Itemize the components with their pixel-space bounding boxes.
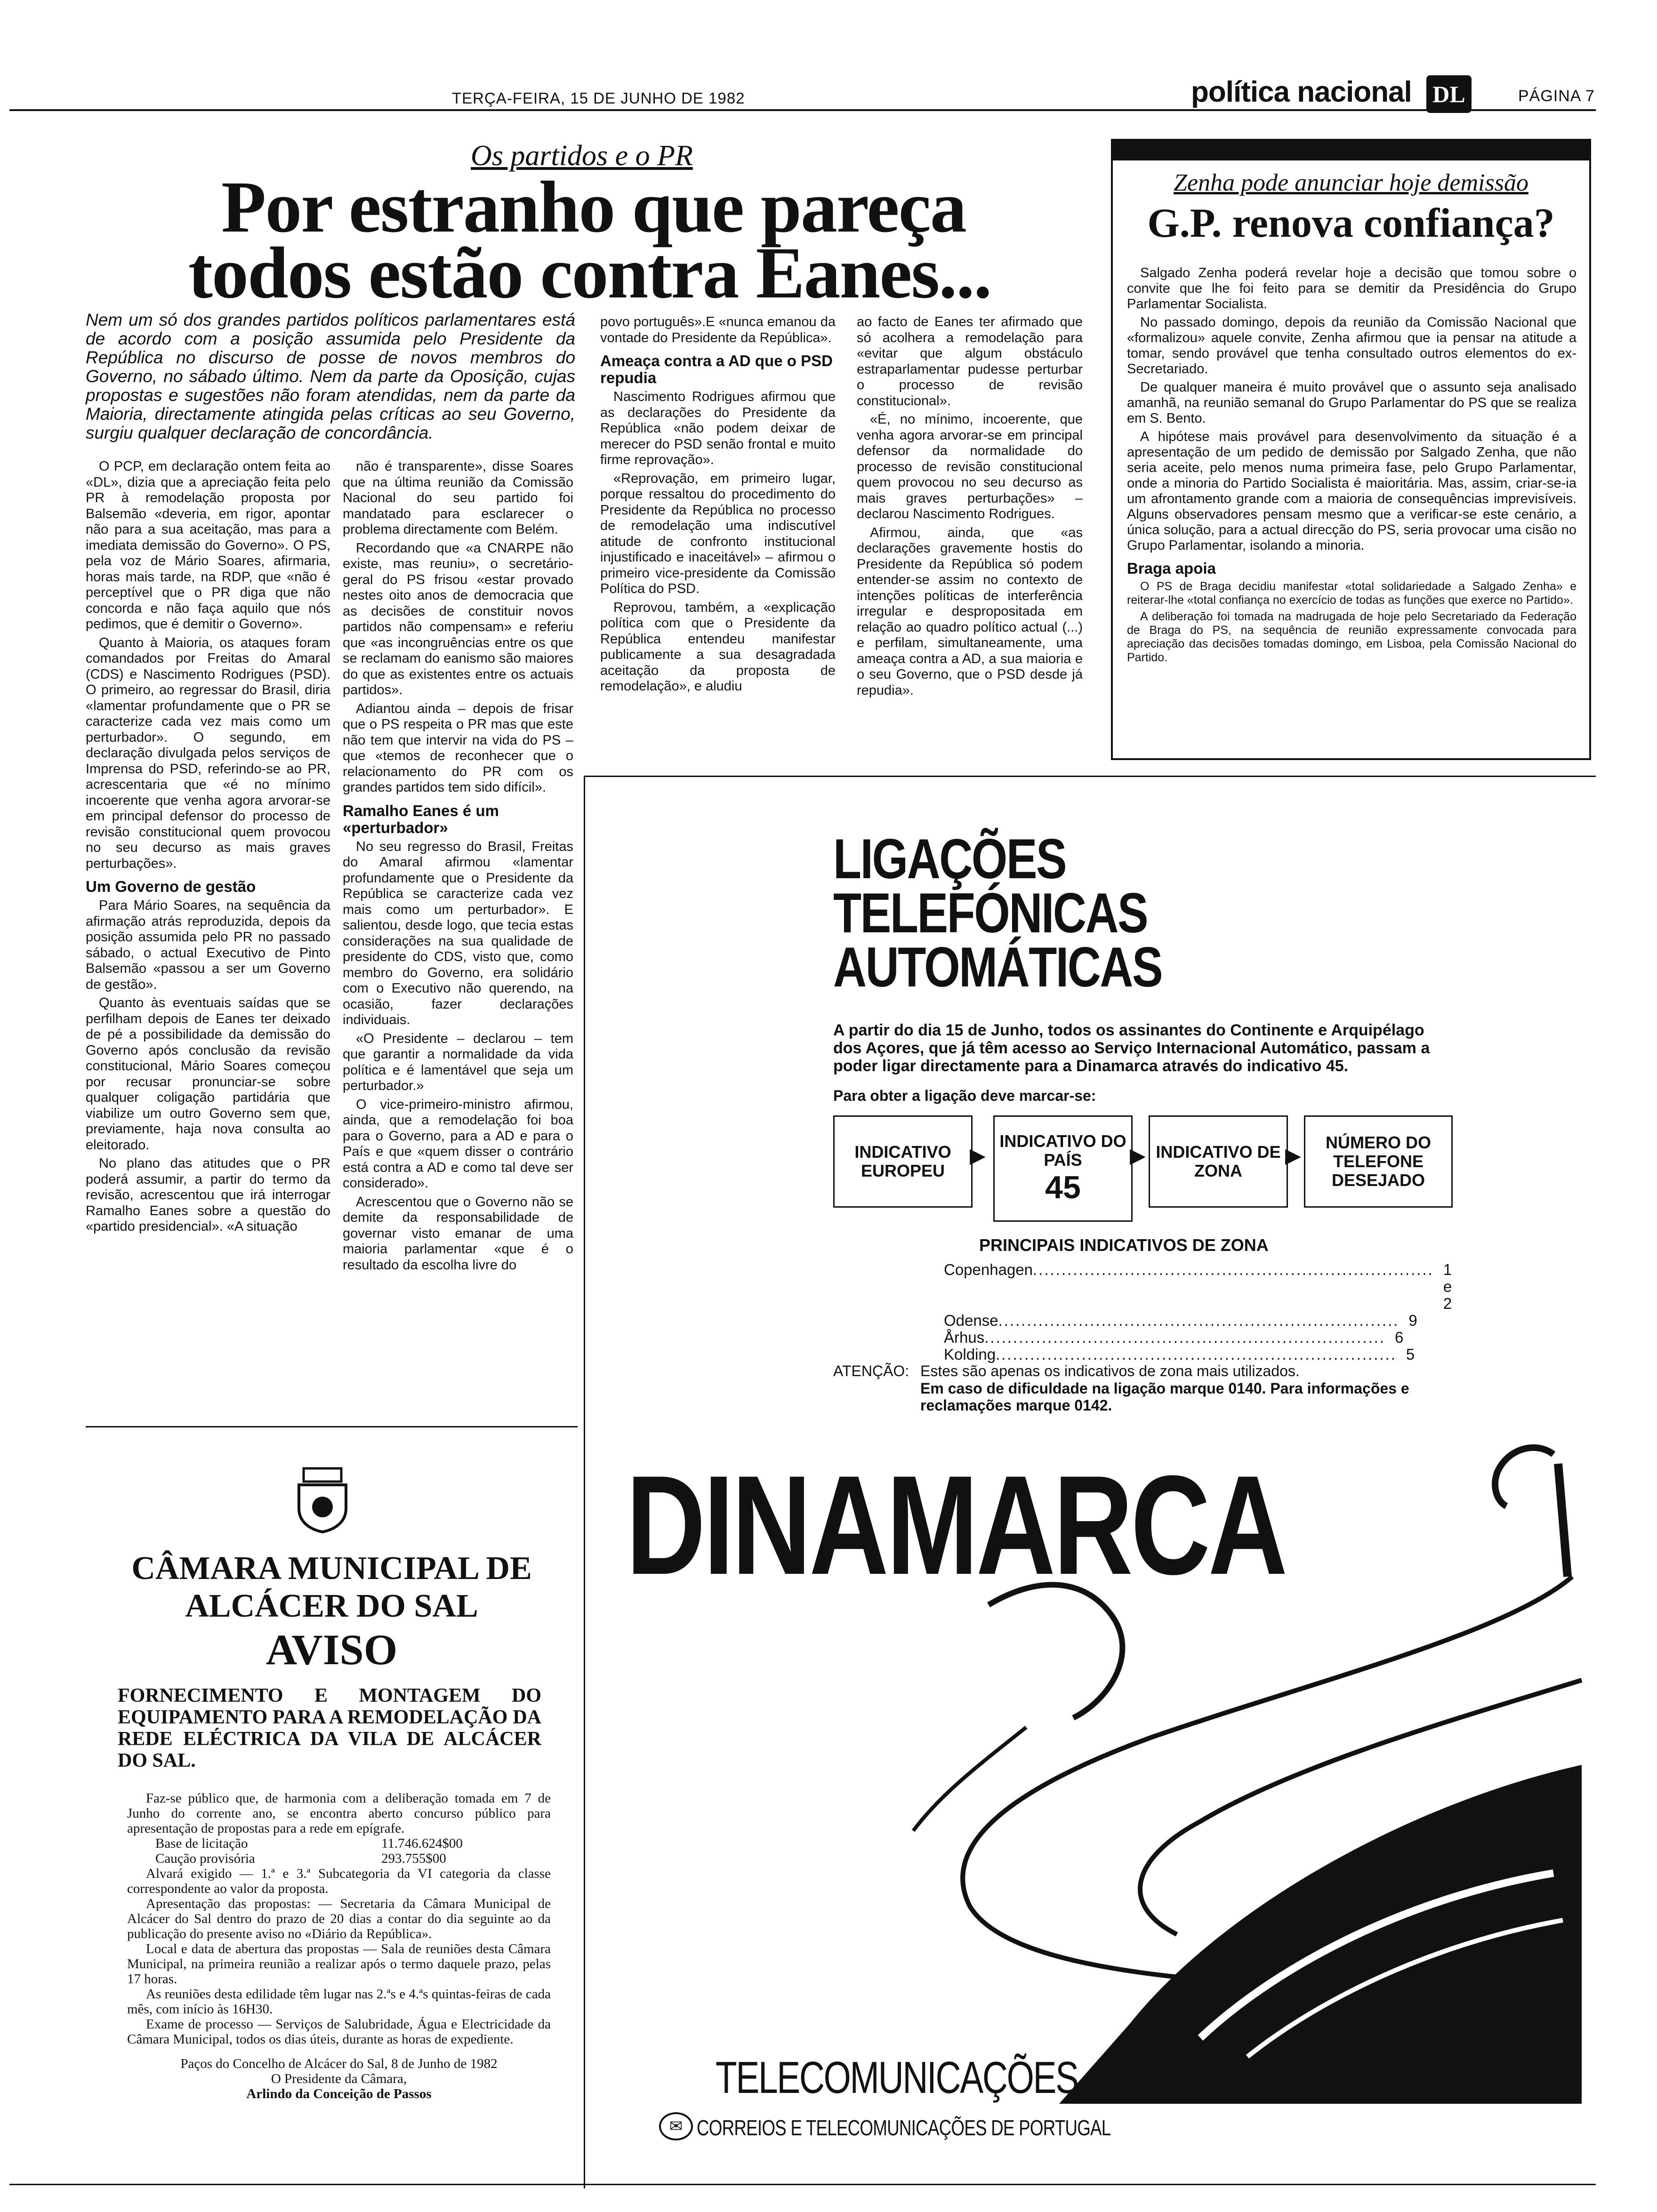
paragraph: não é transparente», disse Soares que na última reunião da Comissão Nacional do seu partido foi mandatado para esclarecer o problema directamente com Belém.	[343, 459, 573, 537]
brand-name: TELECOMUNICAÇÕES	[716, 2052, 1078, 2103]
header-rule	[9, 109, 1596, 111]
ad-title-3: AUTOMÁTICAS	[833, 936, 1162, 999]
atencao-text-1: Estes são apenas os indicativos de zona mais utilizados.	[920, 1362, 1300, 1379]
badge-text: DL	[1432, 81, 1465, 107]
ad-title-2: TELEFÓNICAS	[833, 882, 1148, 945]
chevron-right-icon: ▶	[1285, 1144, 1301, 1167]
zone-name: Odense	[944, 1312, 998, 1329]
notice-paragraph: Exame de processo — Serviços de Salubridade, Água e Electricidade da Câmara Municipal, todos os dias úteis, durante as horas de expediente.	[127, 2017, 551, 2047]
zone-row	[944, 1329, 1404, 1346]
paragraph: A hipótese mais provável para desenvolvimento da situação é a apresentação de um pedido de demissão por Salgado Zenha, que não seria aceite, pelo menos numa primeira fase, pelo Grupo Parlamentar, onde a minoria do Partido Socialista é maioritária. Mas, assim, criar-se-ia um afrontamento grande com a maioria de consequências imprevisíveis. Alguns observadores pensam mesmo que a verificar-se este cenário, a única solução, para a actual direcção do PS, seria provocar uma cisão no Grupo Parlamentar, isolando a minoria.	[1127, 429, 1577, 553]
atencao-text-2: Em caso de dificuldade na ligação marque 0140. Para informações e reclamações marque 0142.	[920, 1380, 1409, 1414]
zone-code: 6	[1395, 1329, 1404, 1346]
main-column-3	[600, 314, 836, 697]
paragraph: Quanto às eventuais saídas que se perfilham depois de Eanes ter deixado de pé a possibilidade da demissão do Governo após conclusão da revisão constitucional, Mário Soares começou por recusar pronunciar-se sobre qualquer coligação partidária que viabilize um outro Governo sem que, previamente, haja nova consulta ao eleitorado.	[86, 995, 330, 1153]
paragraph: «O Presidente – declarou – tem que garantir a normalidade da vida política e é lamentável que seja um perturbador.»	[343, 1031, 573, 1093]
notice-paragraph: Local e data de abertura das propostas — Sala de reuniões desta Câmara Municipal, na primeira reunião a realizar após o termo daquele prazo, pelas 17 horas.	[127, 1941, 551, 1987]
dot-leader: ......................................................................	[1033, 1261, 1434, 1278]
dot-leader: ......................................................................	[984, 1329, 1386, 1346]
zone-row	[944, 1346, 1415, 1363]
notice-org-2: ALCÁCER DO SAL	[185, 1588, 478, 1624]
main-headline-1: Por estranho que pareça	[221, 166, 966, 248]
paragraph: «É, no mínimo, incoerente, que venha agora arvorar-se em principal defensor da normalidade do processo de revisão constitucional quem provocou no seu decurso as mais graves perturbações» – declarou Nascimento Rodrigues.	[857, 412, 1083, 521]
zones-title: PRINCIPAIS INDICATIVOS DE ZONA	[979, 1235, 1269, 1255]
main-headline-2: todos estão contra Eanes...	[188, 232, 991, 313]
step-label: INDICATIVO DO PAÍS	[999, 1131, 1126, 1170]
notice-signature-role: O Presidente da Câmara,	[271, 2071, 407, 2086]
brand-subtitle: CORREIOS E TELECOMUNICAÇÕES DE PORTUGAL	[697, 2116, 1111, 2140]
paragraph: Salgado Zenha poderá revelar hoje a decisão que tomou sobre o convite que lhe foi feito para se demitir da Presidência do Grupo Parlamentar Socialista.	[1127, 265, 1577, 312]
amount-label: Caução provisória	[155, 1851, 255, 1866]
notice-paragraph: Apresentação das propostas: — Secretaria da Câmara Municipal de Alcácer do Sal dentro do prazo de 20 dias a contar do dia seguinte ao da publicação do presente aviso no «Diário da República».	[127, 1896, 551, 1941]
notice-paragraph: As reuniões desta edilidade têm lugar nas 2.ªs e 4.ªs quintas-feiras de cada mês, com início às 16H30.	[127, 1987, 551, 2017]
dial-step-country	[993, 1115, 1133, 1222]
subheading: Braga apoia	[1127, 560, 1216, 577]
article-bottom-rule	[584, 776, 1596, 777]
ad-intro: A partir do dia 15 de Junho, todos os assinantes do Continente e Arquipélago dos Açores, que já têm acesso ao Serviço Internacional Automático, passam a poder ligar directamente para a Dinamarca através do indicativo 45.	[833, 1021, 1430, 1075]
sidebar-headline: G.P. renova confiança?	[1147, 200, 1555, 246]
dial-step-europe	[833, 1115, 973, 1208]
paragraph: Nascimento Rodrigues afirmou que as declarações do Presidente da República «não podem deixar de merecer do PSD senão frontal e muito firme reprovação».	[600, 389, 836, 467]
step-label: INDICATIVO EUROPEU	[854, 1142, 951, 1180]
amount-value: 11.746.624$00	[381, 1836, 463, 1851]
notice-title: AVISO	[265, 1626, 398, 1674]
paragraph: Para Mário Soares, na sequência da afirmação atrás reproduzida, depois da posição assumida pelo PR no passado sábado, o actual Executivo de Pinto Balsemão «passou a ser um Governo de gestão».	[86, 898, 330, 992]
brand-logo-icon: ✉	[659, 2112, 693, 2140]
page-bottom-rule	[9, 2184, 1596, 2185]
zone-name: Copenhagen	[944, 1261, 1033, 1278]
header-page-number: PÁGINA 7	[1518, 87, 1595, 105]
zone-code: 9	[1408, 1312, 1417, 1329]
notice-top-rule	[86, 1426, 578, 1427]
paragraph: A deliberação foi tomada na madrugada de hoje pelo Secretariado da Federação de Braga do PS, na sequência de reunião expressamente convocada para apreciação das decisões tomadas domingo, em Lisboa, pela Comissão Nacional do Partido.	[1127, 610, 1577, 664]
coat-of-arms-icon	[292, 1464, 353, 1534]
subheading: Um Governo de gestão	[86, 878, 256, 895]
ad-big-word: DINAMARCA	[626, 1446, 1286, 1604]
paragraph: No plano das atitudes que o PR poderá assumir, a partir do termo da revisão, acrescentou que irá interrogar Ramalho Eanes sobre a questão do «partido presidencial». «A situação	[86, 1156, 330, 1234]
subheading: Ameaça contra a AD que o PSD repudia	[600, 352, 833, 386]
column-divider	[584, 777, 585, 2188]
main-kicker: Os partidos e o PR	[471, 140, 693, 172]
atencao-label: ATENÇÃO:	[833, 1362, 909, 1379]
zone-name: Kolding	[944, 1346, 996, 1363]
main-column-4	[857, 314, 1083, 701]
paragraph: Afirmou, ainda, que «as declarações gravemente hostis do Presidente da República só podem entender-se assim no contexto de intenções políticas de interferência irregular e despropositada em relação ao quadro político actual (...) e perfilam, simultaneamente, uma ameaça contra a AD, a sua maioria e o seu Governo, que o PSD desde já repudia».	[857, 525, 1083, 698]
notice-subject: FORNECIMENTO E MONTAGEM DO EQUIPAMENTO PARA A REMODELAÇÃO DA REDE ELÉCTRICA DA VILA DE ALCÁCER DO SAL.	[118, 1685, 541, 1771]
subheading: Ramalho Eanes é um «perturbador»	[343, 801, 499, 836]
chevron-right-icon: ▶	[970, 1144, 986, 1167]
header-section: política nacional	[1191, 76, 1412, 108]
paragraph: O vice-primeiro-ministro afirmou, ainda, que a remodelação foi boa para o Governo, para a AD e para o País e que «quem disser o contrário está contra a AD e como tal deve ser considerado».	[343, 1097, 573, 1191]
paragraph: povo português».E «nunca emanou da vontade do Presidente da República».	[600, 314, 836, 345]
paragraph: ao facto de Eanes ter afirmado que só acolhera a remodelação para «evitar que algum obstáculo estraparlamentar pudesse perturbar o processo de revisão constitucional».	[857, 314, 1083, 409]
zones-list	[944, 1261, 1452, 1363]
paragraph: O PS de Braga decidiu manifestar «total solidariedade a Salgado Zenha» e reiterar-lhe «total confiança no exercício de todas as funções que exerce no Partido».	[1127, 580, 1577, 607]
notice-amount-row	[127, 1851, 551, 1866]
chevron-right-icon: ▶	[1130, 1144, 1146, 1167]
notice-paragraph: Alvará exigido — 1.ª e 3.ª Subcategoria da VI categoria da classe correspondente ao valor da proposta.	[127, 1866, 551, 1896]
ad-title-1: LIGAÇÕES	[833, 827, 1066, 890]
notice-paragraph: Faz-se público que, de harmonia com a deliberação tomada em 7 de Junho do corrente ano, se encontra aberto concurso público para apresentação de propostas para a rede em epígrafe.	[127, 1791, 551, 1836]
paragraph: Recordando que «a CNARPE não existe, mas reuniu», o secretário-geral do PS frisou «estar provado nestes oito anos de democracia que as decisões de constituir novos partidos não compensam» e referiu que «as incongruências entre os que se reclamam do eanismo são maiores do que as existentes entre os actuais partidos».	[343, 540, 573, 697]
main-lede: Nem um só dos grandes partidos políticos parlamentares está de acordo com a posição assumida pelo Presidente da República no discurso de posse de novos membros do Governo, no sábado último. Nem da parte da Oposição, cujas propostas e sugestões não foram atendidas, nem da parte da Maioria, directamente atingida pelas críticas ao seu Governo, surgiu qualquer declaração de concordância.	[86, 310, 575, 442]
sidebar-top-bar	[1113, 141, 1589, 160]
zone-row	[944, 1312, 1417, 1329]
paragraph: De qualquer maneira é muito provável que o assunto seja analisado amanhã, na reunião semanal do Grupo Parlamentar do PS que se realiza em S. Bento.	[1127, 380, 1577, 426]
ad-instruction: Para obter a ligação deve marcar-se:	[833, 1087, 1096, 1104]
step-label: INDICATIVO DE ZONA	[1156, 1142, 1281, 1180]
sidebar-kicker: Zenha pode anunciar hoje demissão	[1174, 169, 1528, 196]
section-logo-badge	[1426, 75, 1472, 113]
sidebar-body	[1127, 265, 1577, 667]
notice-signature-name: Arlindo da Conceição de Passos	[246, 2086, 432, 2101]
notice-org-1: CÂMARA MUNICIPAL DE	[131, 1550, 532, 1587]
dial-step-zone	[1149, 1115, 1288, 1208]
paragraph: Acrescentou que o Governo não se demite da responsabilidade de governar visto emanar de uma maioria parlamentar «que é o resultado da escolha livre do	[343, 1194, 573, 1273]
notice-signature-place: Paços do Concelho de Alcácer do Sal, 8 de Junho de 1982	[180, 2056, 498, 2071]
paragraph: Adiantou ainda – depois de frisar que o PS respeita o PR mas que este não tem que intervir na vida do PS – que «temos de reconhecer que o relacionamento do PR com os grandes partidos tem sido difícil».	[343, 701, 573, 795]
step-label: NÚMERO DO TELEFONE DESEJADO	[1326, 1133, 1431, 1190]
paragraph: No passado domingo, depois da reunião da Comissão Nacional que «formalizou» aquele convite, Zenha afirmou que ia pensar na atitude a tomar, sendo provável que tenha consultado outros elementos do ex-Secretariado.	[1127, 315, 1577, 377]
sidebar-box	[1111, 139, 1591, 760]
amount-value: 293.755$00	[381, 1851, 446, 1866]
dial-step-number	[1304, 1115, 1453, 1208]
paragraph: Reprovou, também, a «explicação política com que o Presidente da República entendeu manifestar publicamente a sua desagradada aceitação da proposta de remodelação», e aludiu	[600, 600, 836, 694]
main-column-2	[343, 459, 573, 1276]
main-column-1	[86, 459, 330, 1238]
zone-code: 1 e 2	[1443, 1261, 1452, 1312]
amount-label: Base de licitação	[155, 1836, 248, 1851]
zone-name: Århus	[944, 1329, 985, 1346]
header-date: TERÇA-FEIRA, 15 DE JUNHO DE 1982	[452, 89, 745, 107]
paragraph: No seu regresso do Brasil, Freitas do Amaral afirmou «lamentar profundamente que o Presidente da República se caracterize cada vez mais como um perturbador». E salientou, desde logo, que tecia estas considerações na sua qualidade de presidente do CDS, visto que, como membro do Governo, era solidário com o Executivo não querendo, na ocasião, fazer declarações individuais.	[343, 839, 573, 1027]
dot-leader: ......................................................................	[996, 1346, 1397, 1363]
paragraph: O PCP, em declaração ontem feita ao «DL», dizia que a apreciação feita pelo PR à remodelação proposta por Balsemão «deveria, em rigor, apontar não para a sua aceitação, mas para a imediata demissão do Governo». O PS, pela voz de Mário Soares, afirmaria, horas mais tarde, na RDP, que «não é perceptível que o PR diga que não concorda e não faça aquilo que nós pedimos, que é demitir o Governo».	[86, 459, 330, 632]
zone-row	[944, 1261, 1452, 1312]
country-code-value: 45	[1045, 1170, 1081, 1205]
zone-code: 5	[1406, 1346, 1415, 1363]
paragraph: Quanto à Maioria, os ataques foram comandados por Freitas do Amaral (CDS) e Nascimento Rodrigues (PSD). O primeiro, ao regressar do Brasil, diria «lamentar profundamente que o PR se caracterize cada vez mais como um perturbador». O segundo, em declaração divulgada pelos serviços de Imprensa do PSD, referindo-se ao PR, acrescentaria que «é no mínimo incoerente que venha agora arvorar-se em principal defensor do processo de revisão constitucional quem provocou no seu decurso as mais graves perturbações».	[86, 635, 330, 871]
notice-body	[127, 1791, 551, 2101]
notice-amount-row	[127, 1836, 551, 1851]
dot-leader: ......................................................................	[998, 1312, 1400, 1329]
paragraph: «Reprovação, em primeiro lugar, porque ressaltou do procedimento do Presidente da República no processo de remodelação uma indiscutível atitude de confronto institucional injustificado e inaceitável» – afirmou o primeiro vice-presidente da Comissão Política do PSD.	[600, 471, 836, 596]
